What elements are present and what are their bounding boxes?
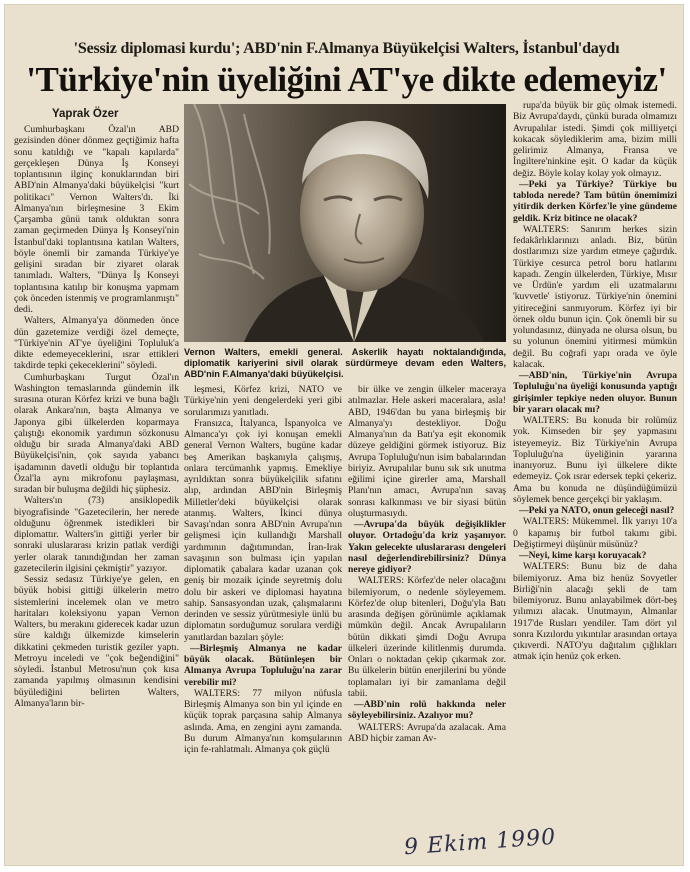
article-column-2 [184,384,342,824]
paragraph: WALTERS: Körfez'de neler olacağını bilemiyorum, o nedenle söyleyemem. Körfez'de olup bitenleri, Doğu'yla Batı arasında değişen görünümle açıklamak mümkün değil. Ancak Avrupalıların bütün dikkati şimdi Doğu Avrupa ülkeleri üzerinde kilitlenmiş durumda. Onları o noktadan çekip çıkarmak zor. Bu ülkelerin bütün enerjilerini bu yönde toplamaları iyi bir zamanlama değil tabii. [348,575,506,699]
article-column-1 [14,124,179,866]
newspaper-clipping [4,4,684,866]
paragraph: rupa'da büyük bir güç olmak istemedi. Biz Avrupa'daydı, çünkü burada olmamızı Avrupalılar istedi. Şimdi çok milliyetçi kokacak söylediklerim ama, bizim milli gelirimiz Almanya, Fransa ve İngiltere'ninkine eşit. O kadar da küçük değiz. Böyle kolay kolay yok olmayız. [513,100,677,179]
interview-question: —Peki ya Türkiye? Türkiye bu tabloda nerede? Tam bütün önemimizi yitirdik derken Körfez'le yine gündeme geldik. Kriz bitince ne olacak? [513,178,677,224]
article-column-3 [348,384,506,824]
paragraph: Fransızca, İtalyanca, İspanyolca ve Almanca'yı çok iyi konuşan emekli general Vernon Walters, bugüne kadar beş Amerikan başkanıyla çalışmış, onlara tercümanlık yapmış. Emekliye ayrıldıktan sonra büyükelçilik sıfatını alıp, ardından ABD'nin Birleşmiş Milletler'deki büyükelçisi olarak atanmış. Walters, İkinci dünya Savaşı'ndan sonra ABD'nin Avrupa'nın gelişmesi için kullandığı Marshall yardımının dağıtımından, İran-Irak savaşının son bulması için yapılan diplomatik çabalara kadar uzanan çok geniş bir mozaik içinde seyretmiş dolu dolu bir askeri ve diplomasi hayatına sahip. Sansasyondan uzak, çalışmalarını derinden ve sessiz yürütmesiyle ünlü bu diplomatın sorduğumuz sorulara verdiği yanıtlardan bazıları şöyle: [184,417,342,643]
kicker: 'Sessiz diplomasi kurdu'; ABD'nin F.Almanya Büyükelçisi Walters, İstanbul'daydı [73,40,620,57]
headline-area [14,40,679,102]
paragraph: Walters'ın (73) ansiklopedik biyografisinde "Gazetecilerin, her nerede olduğunu öğrenmek istedikleri bir diplomattır. Walters'in gittiği yerler bir sonraki uluslararası krizin patlak verdiği yerler olarak tanındığından her zaman gazetecilerin ilgisini çekmiştir" yazıyor. [14,495,179,574]
paragraph: WALTERS: Sanırım herkes sizin fedakârlıklarınızı anladı. Biz, bütün dostlarımızı size yardım etmeye çağırdık. Türkiye cesurca petrol boru hatlarını kapadı. Zengin ülkelerden, Türkiye, Mısır ve Ürdün'e yardım eli uzatmalarını 'kuvvetle' istiyoruz. Türkiye'nin önemini yitireceğini sanmıyorum. Körfez iyi bir örnek oldu bunun için. Çok önemli bir su yolundasınız, dünyada ne olursa olsun, bu su yolunun önemini yitirmesi mümkün değil. Bu coğrafi yapı orada ve öyle kalacak. [513,223,677,370]
paragraph: bir ülke ve zengin ülkeler maceraya atılmazlar. Hele askeri maceralara, asla! ABD, 1946'dan bu yana birleşmiş bir Almanya'yı destekliyor. Doğu Almanya'nın da Batı'ya eşit ekonomik düzeye geldiğini görmek istiyoruz. Biz Avrupa Topluluğu'nun isim babalarından biriyiz. Avrupalılar bunu sık sık unutma eğilimi içine girerler ama, Marshall Planı'nın amacı, Avrupa'nın savaş sonrası kalkınması ve bir siyasi bütün oluşturmasıydı. [348,384,506,519]
article-column-4 [513,100,677,840]
interview-question: —ABD'nin, Türkiye'nin Avrupa Topluluğu'na üyeliği konusunda yaptığı girişimler tepkiye neden oluyor. Bunun bir yararı olacak mı? [513,370,677,415]
paragraph: WALTERS: Mükemmel. İlk yarıyı 10'a 0 kapamış bir futbol takımı gibi. Değiştirmeyi düşünür müsünüz? [513,516,677,550]
paragraph: Cumhurbaşkanı Turgut Özal'ın Washington temaslarında gündemin ilk sırasına oturan Körfez krizi ve buna bağlı olarak Ankara'nın, başta Almanya ve Japonya gibi ülkelerden koparmaya çalıştığı ekonomik yardımın sözkonusu olduğu bir sırada Almanya'daki ABD Büyükelçisi'nin, çok sayıda yabancı işadamının davetli olduğu bir toplantıda Özal'la aynı mikrofonu paylaşması, sıradan bir buluşma değildi hiç şüphesiz. [14,371,179,495]
paragraph: Walters, Almanya'ya dönmeden önce dün gazetemize verdiği özel demeçte, "Türkiye'nin AT'ye üyeliğini Topluluk'a dikte edemeyeceklerini, ısrar ettikleri takdirde tepki çekeceklerini" söyledi. [14,315,179,372]
interview-question: —ABD'nin rolü hakkında neler söyleyebilirsiniz. Azalıyor mu? [348,699,506,722]
headline: 'Türkiye'nin üyeliğini AT'ye dikte edemeyiz' [26,60,667,99]
interview-question: —Avrupa'da büyük değişiklikler oluyor. Ortadoğu'da kriz yaşanıyor. Yakın gelecekte uluslararası dengeleri nasıl değerlendirebilirsiniz? Dünya nereye gidiyor? [348,519,506,575]
interview-question: —Peki ya NATO, onun geleceği nasıl? [519,505,675,516]
byline: Yaprak Özer [52,108,119,120]
paragraph: WALTERS: Avrupa'da azalacak. Ama ABD hiçbir zaman Av- [348,721,506,744]
portrait-photo [184,104,506,342]
interview-question: —Birleşmiş Almanya ne kadar büyük olacak. Bütünleşen bir Almanya Avrupa Topluluğu'na zarar verebilir mi? [184,642,342,688]
paragraph: Cumhurbaşkanı Özal'ın ABD gezisinden döner dönmez geçtiğimiz hafta sonu katıldığı ve "kapalı kapılarda" gerçekleşen Dünya İş Konseyi toplantısının ilginç konuklarından biri ABD'nin Almanya'daki büyükelçisi "kurt politikacı" Vernon Walters'dı. İki Almanya'nın birleşmesine 3 Ekim Çarşamba günü tanık olduktan sonra zaman geçirmeden Dünya İş Konseyi'nin İstanbul'daki toplantısına katılan Walters, böyle önemli bir zamanda Türkiye'ye gelişini sıradan bir ziyaret olarak tanımladı. Walters, "Dünya İş Konseyi toplantısına katılıp bir konuşma yapmam çok önceden istenmiş ve programlanmıştı" dedi. [14,124,179,315]
paragraph: WALTERS: Bunu biz de daha bilemiyoruz. Ama biz henüz Sovyetler Birliği'nin alacağı şekli de tam bilemiyoruz. Bunu anlayabilmek dört-beş yılımızı alacak. Unutmayın, Almanlar 1917'de Rusları yendiler. Tam dört yıl sonra Kızılordu yıkıntılar arasından ortaya çıkıverdi. NATO'yu dağıtalım çığlıkları atmak için henüz çok erken. [513,561,677,663]
paragraph: leşmesi, Körfez krizi, NATO ve Türkiye'nin yeni dengelerdeki yeri gibi sorularımızı yanıtladı. [184,384,342,418]
handwritten-date: 9 Ekim 1990 [403,824,557,861]
portrait-image [184,104,506,342]
paragraph: WALTERS: 77 milyon nüfusla Birleşmiş Almanya son bin yıl içinde en küçük toprak parçasına sahip Almanya aslında. Ama, en zengini aynı zamanda. Bu durum Almanya'nın komşularının için fe-rahlatmalı. Almanya çok güçlü [184,687,342,755]
paragraph: Sessiz sedasız Türkiye'ye gelen, en büyük hobisi gittiği ülkelerin metro sistemlerini incelemek olan ve metro haritaları koleksiyonu yapan Vernon Walters, bu merakını giderecek kadar uzun süre kaldığı ülkemizde kimselerin dikkatini çekmeden turistik geziler yaptı. Metroyu inceledi ve "çok beğendiğini" söyledi. İstanbul Metrosu'nun çok kısa zamanda yapılmış olmasının kendisini büyülediğini belirten Walters, Almanya'ların bir- [14,574,179,709]
paragraph: WALTERS: Bu konuda bir rolümüz yok. Kimseden bir şey yapmasını isteyemeyiz. Biz Türkiye'nin Avrupa Topluluğu'na üyeliğinin yararına inanıyoruz. Bunu iyi ülkelere dikte edemeyiz. Çok ısrar edersek tepki çekeriz. Ama bu konuda ne düşündüğümüzü söylemek bence gerçekçi bir yaklaşım. [513,415,677,505]
photo-caption: Vernon Walters, emekli general. Askerlik hayatı noktalandığında, diplomatik kariyerini sivil olarak sürdürmeye devam eden Walters, ABD'nin F.Almanya'daki büyükelçisi. [184,347,506,379]
interview-question: —Neyi, kime karşı koruyacak? [519,550,647,561]
